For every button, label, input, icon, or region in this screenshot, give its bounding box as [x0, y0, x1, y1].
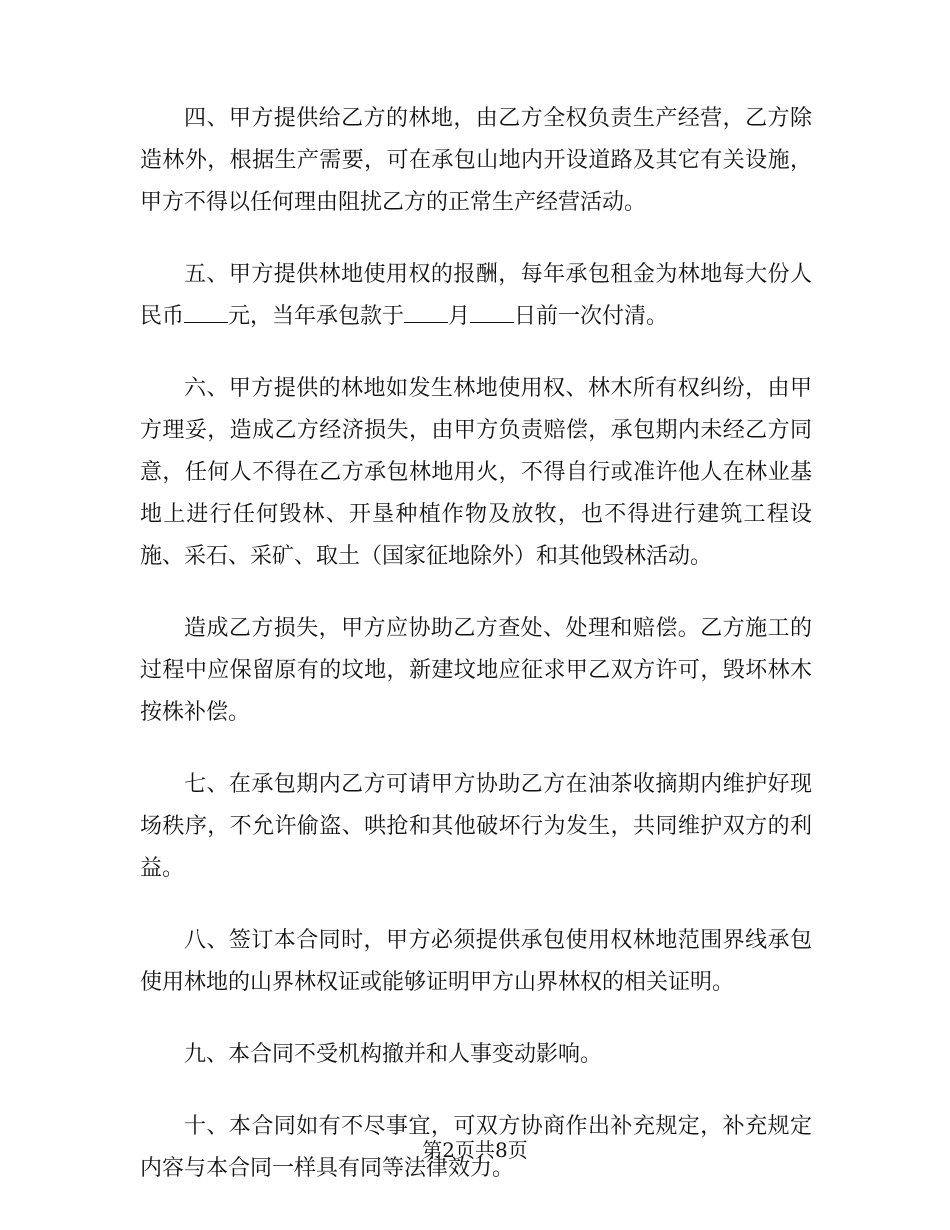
clause-9: 九、本合同不受机构撤并和人事变动影响。 — [184, 1042, 603, 1067]
clause-5-text-a: 五、甲方提供林地使用权的报酬，每年承包租金为林地每大份人民币 — [140, 262, 812, 329]
clause-6: 六、甲方提供的林地如发生林地使用权、林木所有权纠纷，由甲方理妥，造成乙方经济损失，由甲方负责赔偿，承包期内未经乙方同意，任何人不得在乙方承包林地用火，不得自行或准许他人在林业基地上进行任何毁林、开垦种植作物及放牧，也不得进行建筑工程设施、采石、采矿、取土（国家征地除外）和其他毁林活动。 — [140, 376, 812, 569]
clause-10: 十、本合同如有不尽事宜，可双方协商作出补充规定，补充规定内容与本合同一样具有同等法律效力。 — [140, 1114, 812, 1181]
page-number: 第2页共8页 — [422, 1138, 528, 1162]
clause-5-text-d: 日前一次付清。 — [514, 304, 669, 329]
clause-6-continued: 造成乙方损失，甲方应协助乙方查处、处理和赔偿。乙方施工的过程中应保留原有的坟地，新建坟地应征求甲乙双方许可，毁坏林木按株补偿。 — [140, 616, 812, 725]
clause-7: 七、在承包期内乙方可请甲方协助乙方在油茶收摘期内维护好现场秩序，不允许偷盗、哄抢和其他破坏行为发生，共同维护双方的利益。 — [140, 772, 812, 881]
month-blank — [404, 296, 448, 323]
clause-8: 八、签订本合同时，甲方必须提供承包使用权林地范围界线承包使用林地的山界林权证或能够证明甲方山界林权的相关证明。 — [140, 928, 812, 995]
contract-body — [140, 98, 812, 1220]
amount-blank — [184, 296, 228, 323]
clause-5-text-b: 元，当年承包款于 — [228, 304, 405, 329]
clause-5 — [140, 254, 812, 338]
day-blank — [470, 296, 514, 323]
clause-4: 四、甲方提供给乙方的林地，由乙方全权负责生产经营，乙方除造林外，根据生产需要，可在承包山地内开设道路及其它有关设施，甲方不得以任何理由阻扰乙方的正常生产经营活动。 — [140, 106, 812, 215]
clause-5-text-c: 月 — [448, 304, 471, 329]
